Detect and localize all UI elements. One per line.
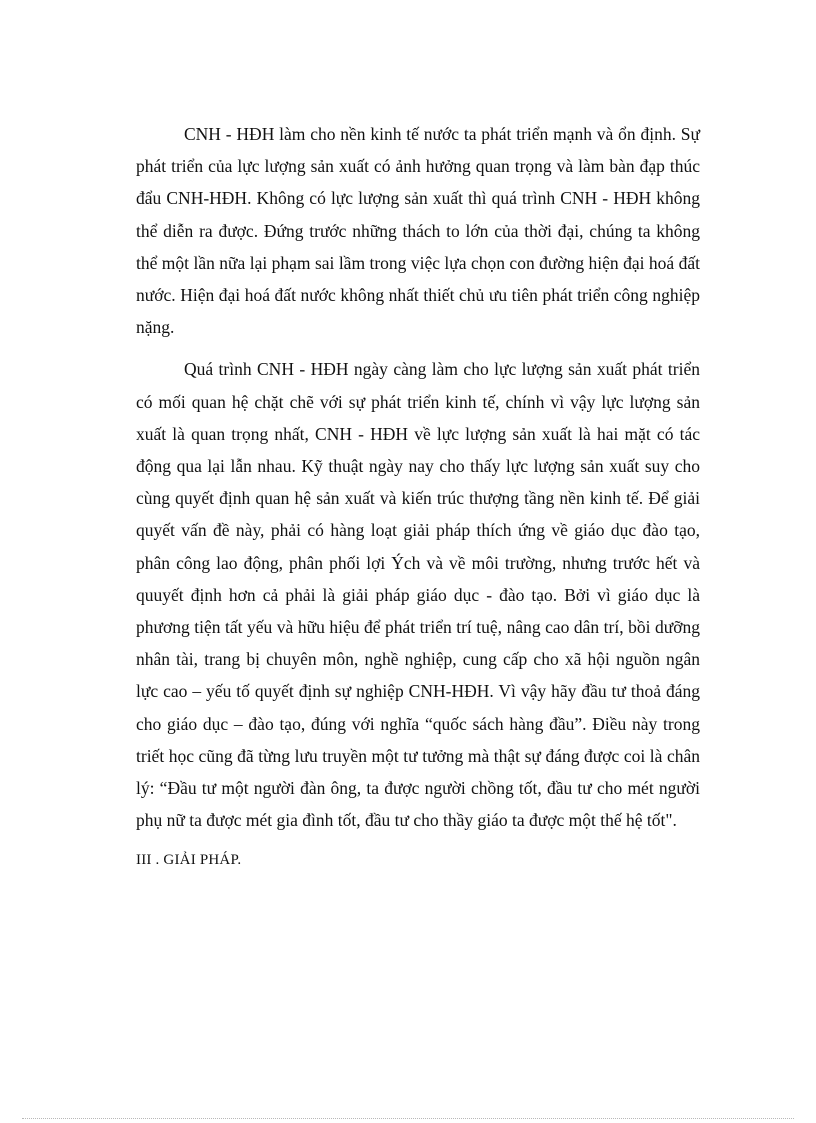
- section-heading: III . GIẢI PHÁP.: [136, 852, 242, 869]
- paragraph-2: Quá trình CNH - HĐH ngày càng làm cho lực lượng sản xuất phát triển có mối quan hệ chặt chẽ với sự phát triển kinh tế, chính vì vậy lực lượng sản xuất là quan trọng nhất, CNH - HĐH về lực lượng sản xuất là hai mặt có tác động qua lại lẫn nhau. Kỹ thuật ngày nay cho thấy lực lượng sản xuất suy cho cùng quyết định quan hệ sản xuất và kiến trúc thượng tầng nền kinh tế. Để giải quyết vấn đề này, phải có hàng loạt giải pháp thích ứng về giáo dục đào tạo, phân công lao động, phân phối lợi Ých và về môi trường, nhưng trước hết và quuyết định hơn cả phải là giải pháp giáo dục - đào tạo. Bởi vì giáo dục là phương tiện tất yếu và hữu hiệu để phát triển trí tuệ, nâng cao dân trí, bồi dưỡng nhân tài, trang bị chuyên môn, nghề nghiệp, cung cấp cho xã hội nguồn ngân lực cao – yếu tố quyết định sự nghiệp CNH-HĐH. Vì vậy hãy đầu tư thoả đáng cho giáo dục – đào tạo, đúng với nghĩa “quốc sách hàng đầu”. Điều này trong triết học cũng đã từng lưu truyền một tư tưởng mà thật sự đáng được coi là chân lý: “Đầu tư một người đàn ông, ta được người chồng tốt, đầu tư cho mét người phụ nữ ta được mét gia đình tốt, đầu tư cho thầy giáo ta được một thế hệ tốt".: [136, 359, 700, 831]
- paragraph-1: CNH - HĐH làm cho nền kinh tế nước ta phát triển mạnh và ổn định. Sự phát triển của lực lượng sản xuất có ảnh hưởng quan trọng và làm bàn đạp thúc đẩu CNH-HĐH. Không có lực lượng sản xuất thì quá trình CNH - HĐH không thể diễn ra được. Đứng trước những thách to lớn của thời đại, chúng ta không thể một lần nữa lại phạm sai lầm trong việc lựa chọn con đường hiện đại hoá đất nước. Hiện đại hoá đất nước không nhất thiết chủ ưu tiên phát triển công nghiệp nặng.: [136, 124, 700, 338]
- page-bottom-divider: [22, 1118, 794, 1119]
- document-body: [136, 118, 700, 874]
